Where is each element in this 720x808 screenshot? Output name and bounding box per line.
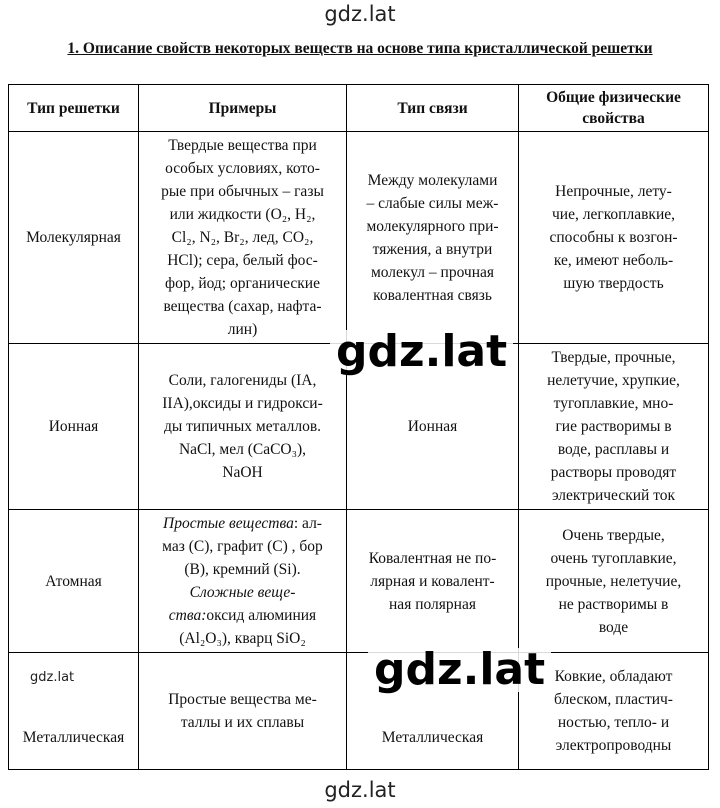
table-row (9, 653, 709, 770)
text-line: (B), кремний (Si). (184, 561, 301, 578)
text-line: Очень твердые, (562, 526, 665, 544)
complex-substances-label: Сложные веще- (189, 584, 296, 601)
text-line: Непрочные, лету- (555, 183, 672, 200)
header-properties-line: Общие физические (546, 89, 681, 106)
text-line: Простые вещества ме- (168, 691, 317, 708)
text-line: способны к возгон- (549, 229, 678, 246)
text-line: ковалентная связь (373, 286, 492, 304)
table-row (9, 132, 709, 344)
text-line: гие растворимы в (555, 418, 672, 435)
text-line: Между молекулами (367, 171, 498, 189)
text-line: Твердые вещества при (168, 137, 317, 154)
header-bond-type: Тип связи (347, 85, 519, 132)
text-line: IIA),оксиды и гидрокси- (162, 395, 323, 412)
table-header-row (9, 85, 709, 132)
text-line: (Al₂O₃), кварц SiO₂ (179, 630, 306, 647)
text-line: блеском, пластич- (554, 691, 673, 708)
text-line: нелетучие, хрупкие, (547, 372, 680, 389)
text-line: рые при обычных – газы (161, 183, 324, 200)
lattice-type-cell: Ионная (9, 344, 139, 510)
text-line: ды типичных металлов. (163, 418, 322, 435)
text-line: NaCl, мел (CaCO₃), (178, 441, 307, 458)
examples-cell (139, 344, 347, 510)
text-line: воде, расплавы и (557, 441, 670, 458)
examples-cell (139, 653, 347, 770)
header-examples: Примеры (139, 85, 347, 132)
header-lattice-type: Тип решетки (9, 85, 139, 132)
text-line: ке, имеют неболь- (553, 252, 674, 269)
lattice-type-cell: Молекулярная (9, 132, 139, 344)
complex-substances-label: ства: (168, 607, 207, 624)
properties-cell (519, 344, 709, 510)
text-line: Соли, галогениды (IA, (168, 372, 317, 389)
text-line: молекул – прочная (370, 263, 495, 281)
watermark-small: gdz.lat (30, 670, 75, 685)
text-line: Твердые, прочные, (551, 349, 676, 366)
text-line: ностью, тепло- и (557, 714, 670, 731)
text-line: шую твердость (563, 275, 664, 292)
watermark-middle: gdz.lat (330, 330, 513, 374)
text-line: ная полярная (389, 595, 476, 613)
lattice-type-cell: Атомная (9, 510, 139, 653)
text-line: маз (C), графит (C) , бор (162, 538, 323, 555)
text-line: воде (598, 618, 629, 636)
text-line: – слабые силы меж- (366, 194, 499, 212)
text-fragment: оксид алюминия (206, 607, 317, 624)
watermark-lower: gdz.lat (368, 648, 551, 692)
text-line: Металлическая (381, 729, 484, 746)
text-line: NaOH (222, 464, 263, 481)
text-line: Ковкие, обладают (554, 668, 673, 685)
text-line (143, 512, 342, 535)
watermark-top: gdz.lat (324, 2, 396, 26)
header-physical-properties (519, 85, 709, 132)
document-title: 1. Описание свойств некоторых веществ на основе типа кристаллической решетки (67, 40, 653, 57)
simple-substances-label: Простые вещества (163, 515, 294, 532)
text-line: Ковалентная не по- (368, 549, 497, 567)
text-line: HCl); сера, белый фос- (167, 252, 318, 269)
text-line: лярная и ковалент- (370, 572, 495, 590)
text-line: лин) (227, 321, 258, 338)
examples-cell (139, 132, 347, 344)
text-line: тугоплавкие, мно- (553, 395, 674, 412)
text-line: особых условиях, кото- (165, 160, 320, 177)
bond-type-cell (347, 510, 519, 653)
examples-cell (139, 510, 347, 653)
text-line: очень тугоплавкие, (550, 549, 677, 567)
header-properties-line: свойства (582, 110, 645, 127)
lattice-type-cell: Металлическая (9, 653, 139, 770)
text-line: Ионная (407, 418, 458, 435)
properties-cell (519, 510, 709, 653)
text-line: фор, йод; органические (165, 275, 320, 292)
text-line: не растворимы в (558, 595, 669, 613)
properties-cell (519, 132, 709, 344)
text-fragment: : ал- (293, 515, 322, 532)
table-row (9, 510, 709, 653)
text-line: чие, легкоплавкие, (552, 206, 675, 223)
text-line (143, 604, 342, 627)
text-line: электрический ток (551, 487, 676, 504)
crystal-lattice-table (8, 84, 709, 770)
text-line: или жидкости (O₂, H₂, (169, 206, 316, 223)
watermark-bottom: gdz.lat (324, 778, 396, 802)
text-line: растворы проводят (550, 464, 677, 481)
text-line: прочные, нелетучие, (545, 572, 682, 590)
text-line: вещества (сахар, нафта- (163, 298, 322, 315)
text-line: Cl₂, N₂, Br₂, лед, CO₂, (171, 229, 314, 246)
text-line: таллы и их сплавы (180, 714, 305, 731)
text-line: электропроводны (555, 737, 672, 754)
bond-type-cell (347, 132, 519, 344)
text-line: тяжения, а внутри (372, 240, 493, 258)
text-line: молекулярного при- (366, 217, 499, 235)
